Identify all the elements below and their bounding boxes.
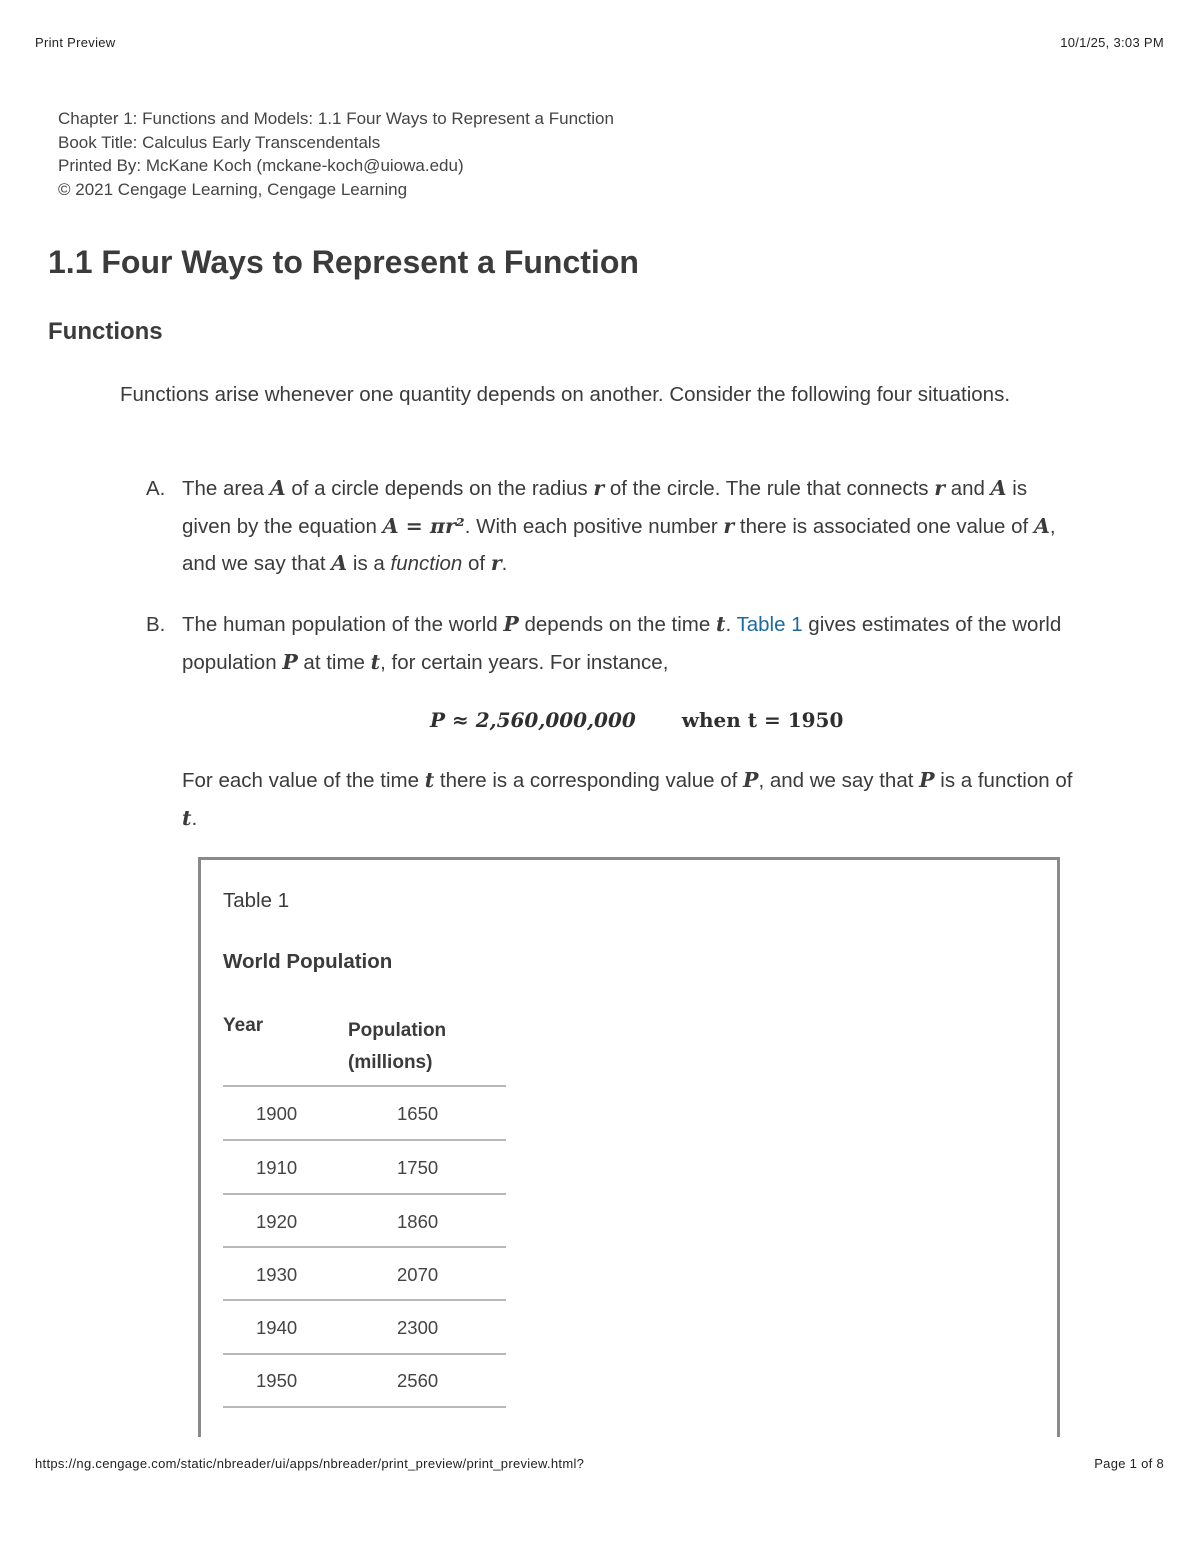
table-rule (223, 1299, 506, 1301)
table-caption: Table 1 (223, 889, 290, 912)
table-title: World Population (223, 950, 393, 973)
math-var: P (503, 612, 519, 636)
equation-right: t = 1950 (747, 708, 844, 732)
section-heading: Functions (48, 318, 163, 345)
math-var: r (723, 513, 735, 538)
table-cell-population: 1650 (397, 1103, 439, 1124)
page-number: Page 1 of 8 (1094, 1456, 1164, 1471)
table-cell-year: 1910 (256, 1157, 298, 1178)
book-metadata (58, 107, 614, 201)
table-1-link[interactable]: Table 1 (736, 613, 803, 636)
table-cell-year: 1940 (256, 1317, 298, 1338)
list-marker: B. (146, 613, 166, 636)
list-marker: A. (146, 477, 166, 500)
math-var: r (593, 476, 605, 500)
table-cell-year: 1950 (256, 1370, 298, 1391)
book-title-line: Book Title: Calculus Early Transcendentals (58, 132, 381, 152)
equation-when: when (681, 708, 741, 732)
display-equation (430, 708, 843, 732)
print-preview-label: Print Preview (35, 35, 116, 50)
table-cell-population: 2560 (397, 1370, 439, 1391)
table-rule (223, 1193, 506, 1195)
math-var: r (490, 551, 502, 575)
math-var: t (182, 805, 192, 830)
table-header-population: Population (millions) (348, 1020, 447, 1073)
table-rule (223, 1353, 506, 1355)
table-rule (223, 1139, 506, 1141)
printed-by-line: Printed By: McKane Koch (mckane-koch@uiowa.edu) (58, 156, 464, 175)
table-cell-year: 1920 (256, 1211, 298, 1232)
math-var: A (1033, 513, 1050, 538)
page-url: https://ng.cengage.com/static/nbreader/ui/apps/nbreader/print_preview/print_preview.html? (35, 1456, 585, 1471)
math-var: P (919, 768, 935, 792)
table-header-year: Year (223, 1015, 264, 1036)
math-var: A (331, 551, 348, 575)
list-item-text: The human population of the world P depends on the time t. Table 1 gives estimates of the world population P at time t, for certain years. For instance, (182, 612, 1062, 674)
intro-paragraph: Functions arise whenever one quantity depends on another. Consider the following four situations. (120, 383, 1011, 406)
equation-left: P ≈ 2,560,000,000 (430, 708, 636, 732)
table-rule (223, 1406, 506, 1408)
math-equation: A = πr² (382, 513, 465, 538)
math-var: t (424, 768, 435, 792)
math-var: A (269, 476, 286, 500)
table-cell-year: 1900 (256, 1103, 298, 1124)
table-frame (198, 857, 1060, 1437)
math-var: A (990, 476, 1007, 500)
table-rule (223, 1246, 506, 1248)
copyright-line: © 2021 Cengage Learning, Cengage Learning (58, 179, 408, 199)
followup-paragraph: For each value of the time t there is a corresponding value of P, and we say that P is a function of t. (182, 768, 1073, 830)
math-var: P (282, 649, 298, 674)
table-rule (223, 1085, 506, 1087)
table-cell-population: 1750 (397, 1157, 439, 1178)
table-cell-population: 1860 (397, 1211, 439, 1232)
math-var: t (715, 612, 726, 636)
math-var: t (370, 649, 381, 674)
print-timestamp: 10/1/25, 3:03 PM (1060, 35, 1164, 50)
table-cell-year: 1930 (256, 1264, 298, 1285)
math-var: P (743, 768, 759, 792)
list-item-text: The area A of a circle depends on the radius r of the circle. The rule that connects r and A is given by the equation A = πr². With each positive number r there is associated one value of A, and we say that A is a function of r. (182, 476, 1056, 575)
page-title: 1.1 Four Ways to Represent a Function (48, 244, 639, 280)
table-cell-population: 2070 (397, 1264, 439, 1285)
chapter-line: Chapter 1: Functions and Models: 1.1 Four Ways to Represent a Function (58, 109, 614, 128)
emphasis-function: function (390, 552, 463, 575)
math-var: r (934, 476, 946, 500)
table-cell-population: 2300 (397, 1317, 439, 1338)
